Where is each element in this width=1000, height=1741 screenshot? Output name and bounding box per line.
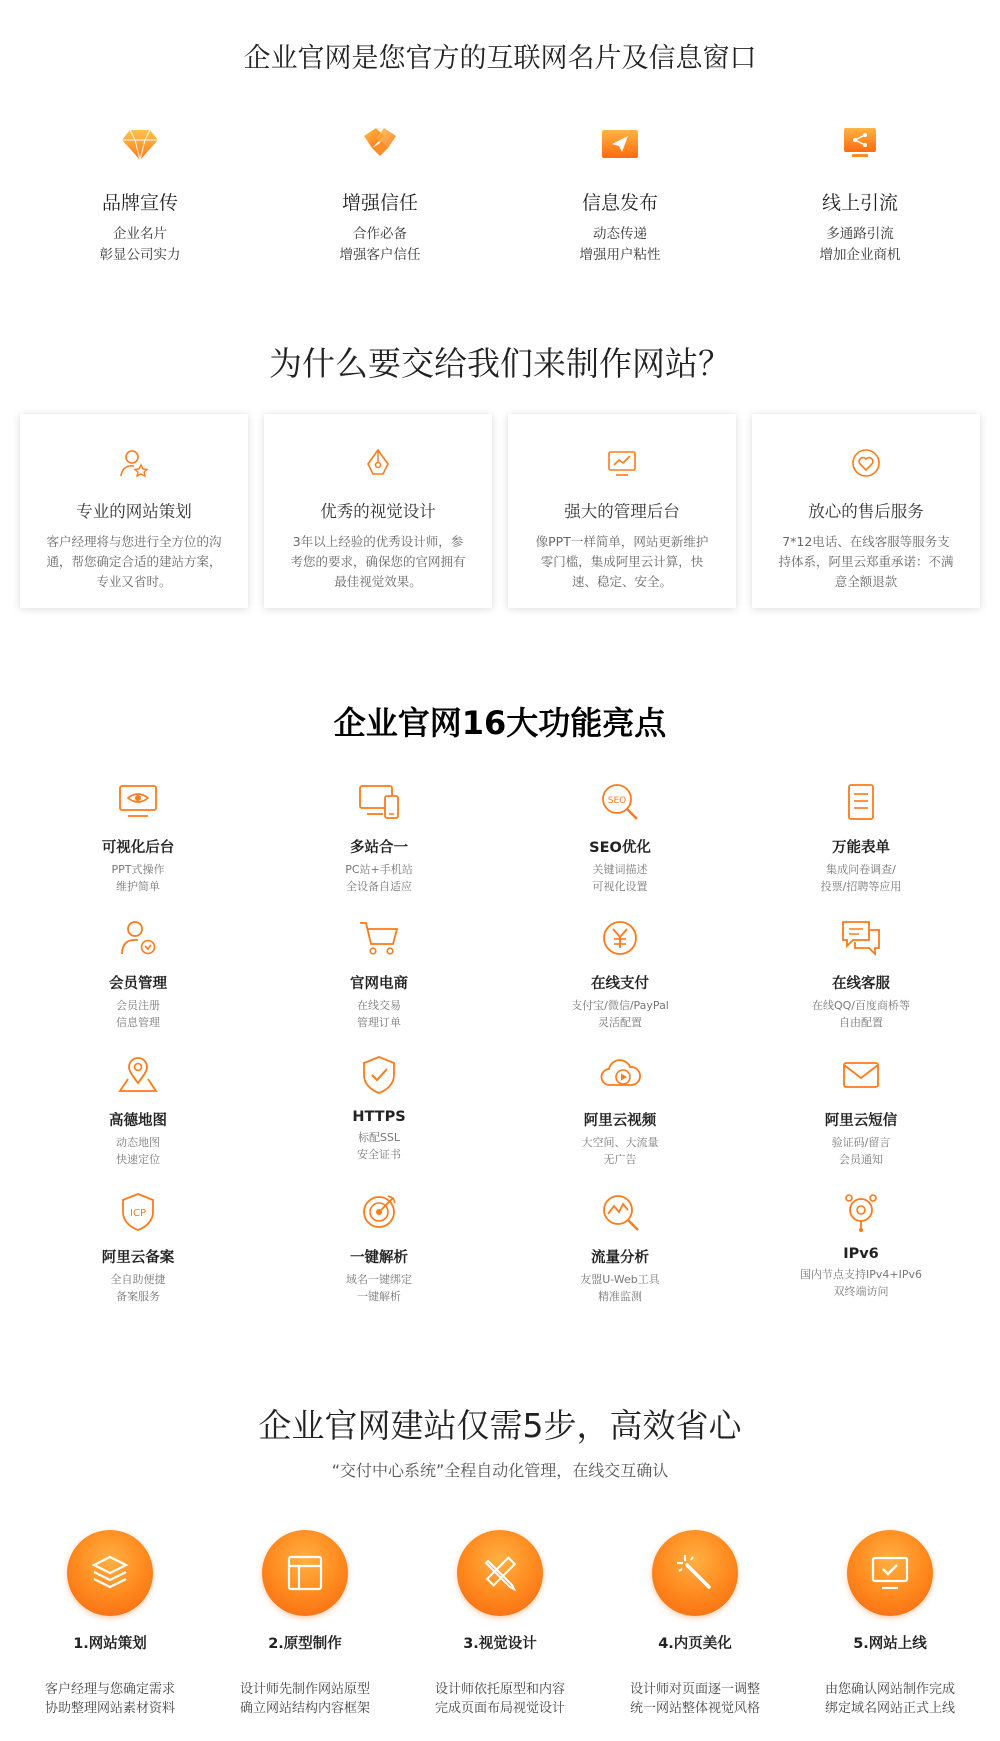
analytics-icon xyxy=(598,1190,642,1234)
feature-item xyxy=(520,1053,720,1168)
shield-check-icon xyxy=(357,1053,401,1097)
feature-desc: 友盟U-Web工具 xyxy=(580,1273,660,1286)
step-circle xyxy=(847,1530,933,1616)
step-item xyxy=(405,1530,595,1718)
step-circle xyxy=(652,1530,738,1616)
step-desc: 协助整理网站素材资料 xyxy=(44,1701,175,1716)
feature-item xyxy=(520,1190,720,1305)
benefit-item xyxy=(740,122,980,266)
feature-desc: 关键词描述 xyxy=(592,863,648,876)
benefits-section xyxy=(0,122,1000,282)
step-title: 2.原型制作 xyxy=(268,1636,342,1652)
feature-desc: 动态地图 xyxy=(116,1136,160,1149)
benefit-item xyxy=(500,122,740,266)
feature-desc: PPT式操作 xyxy=(111,863,165,876)
feature-desc: 标配SSL xyxy=(357,1131,401,1144)
svg-text:SEO: SEO xyxy=(607,796,627,806)
feature-desc: 一键解析 xyxy=(357,1290,401,1303)
step-item xyxy=(795,1530,985,1718)
step-desc: 设计师对页面逐一调整 xyxy=(629,1682,760,1697)
step-desc: 完成页面布局视觉设计 xyxy=(434,1701,565,1716)
benefit-title: 品牌宣传 xyxy=(101,192,178,214)
feature-title: HTTPS xyxy=(352,1109,406,1125)
cloud-video-icon xyxy=(598,1053,642,1097)
feature-item xyxy=(520,916,720,1031)
reason-card xyxy=(508,414,736,608)
chat-bubbles-icon xyxy=(839,916,883,960)
step-circle xyxy=(262,1530,348,1616)
feature-desc: 安全证书 xyxy=(357,1148,401,1161)
seo-search-icon xyxy=(598,780,642,824)
step-desc: 由您确认网站制作完成 xyxy=(824,1682,955,1697)
benefit-line: 彰显公司实力 xyxy=(99,247,181,263)
step-desc: 确立网站结构内容框架 xyxy=(239,1701,370,1716)
feature-title: 可视化后台 xyxy=(101,840,175,856)
feature-title: IPv6 xyxy=(843,1246,879,1262)
monitor-eye-icon xyxy=(116,780,160,824)
feature-item xyxy=(38,916,238,1031)
step-item xyxy=(15,1530,205,1718)
feature-title: 阿里云视频 xyxy=(583,1113,657,1129)
feature-desc: 国内节点支持IPv4+IPv6 xyxy=(800,1268,922,1281)
benefit-item xyxy=(20,122,260,266)
reason-title: 放心的售后服务 xyxy=(808,502,924,521)
feature-title: 官网电商 xyxy=(350,976,408,992)
reason-title: 专业的网站策划 xyxy=(76,502,192,521)
feature-desc: 全设备自适应 xyxy=(346,880,412,893)
step-title: 4.内页美化 xyxy=(658,1636,732,1652)
feature-title: 在线客服 xyxy=(832,976,890,992)
handshake-icon xyxy=(358,122,402,166)
reason-card xyxy=(20,414,248,608)
feature-desc: 全自助便捷 xyxy=(110,1273,166,1286)
feature-desc: 在线QQ/百度商桥等 xyxy=(811,999,911,1012)
feature-title: 阿里云备案 xyxy=(101,1250,175,1266)
benefit-line: 合作必备 xyxy=(353,226,407,242)
feature-desc: 投票/招聘等应用 xyxy=(820,880,902,893)
step-desc: 设计师先制作网站原型 xyxy=(239,1682,370,1697)
monitor-chart-icon xyxy=(605,446,639,480)
step-desc: 统一网站整体视觉风格 xyxy=(629,1701,760,1716)
user-star-icon xyxy=(117,446,151,480)
devices-icon xyxy=(357,780,401,824)
feature-title: SEO优化 xyxy=(589,840,651,856)
feature-item xyxy=(761,1190,961,1300)
reason-card xyxy=(752,414,980,608)
member-icon xyxy=(116,916,160,960)
step-title: 1.网站策划 xyxy=(73,1636,147,1652)
benefit-line: 企业名片 xyxy=(113,226,167,242)
network-icon xyxy=(839,1190,883,1234)
reason-title: 优秀的视觉设计 xyxy=(320,502,436,521)
feature-desc: 可视化设置 xyxy=(592,880,648,893)
feature-item xyxy=(279,1190,479,1305)
reason-desc: 7*12电话、在线客服等服务支持体系，阿里云郑重承诺：不满意全额退款 xyxy=(778,534,954,589)
cart-icon xyxy=(357,916,401,960)
feature-item xyxy=(520,780,720,895)
yen-coin-icon xyxy=(598,916,642,960)
feature-title: 流量分析 xyxy=(591,1250,649,1266)
feature-item xyxy=(279,1053,479,1163)
feature-item xyxy=(279,780,479,895)
feature-desc: 双终端访问 xyxy=(833,1285,889,1298)
feature-desc: 会员注册 xyxy=(116,999,160,1012)
envelope-icon xyxy=(839,1053,883,1097)
magic-wand-icon xyxy=(671,1549,719,1597)
benefit-title: 增强信任 xyxy=(341,192,418,214)
benefit-line: 增加企业商机 xyxy=(819,247,901,263)
feature-desc: 会员通知 xyxy=(839,1153,883,1166)
paper-plane-icon xyxy=(598,122,642,166)
feature-title: 会员管理 xyxy=(109,976,167,992)
layers-icon xyxy=(86,1549,134,1597)
feature-item xyxy=(38,1190,238,1305)
features-title: 企业官网16大功能亮点 xyxy=(333,704,667,742)
feature-item xyxy=(38,780,238,895)
feature-title: 万能表单 xyxy=(832,840,890,856)
feature-title: 一键解析 xyxy=(350,1250,408,1266)
pen-nib-icon xyxy=(361,446,395,480)
benefit-item xyxy=(260,122,500,266)
feature-desc: PC站+手机站 xyxy=(345,863,413,876)
step-desc: 客户经理与您确定需求 xyxy=(44,1682,175,1697)
feature-desc: 大空间、大流量 xyxy=(581,1136,659,1149)
form-icon xyxy=(839,780,883,824)
benefit-title: 信息发布 xyxy=(581,192,658,214)
step-desc: 设计师依托原型和内容 xyxy=(434,1682,565,1697)
steps-title: 企业官网建站仅需5步，高效省心 xyxy=(258,1406,742,1445)
feature-desc: 无广告 xyxy=(603,1153,637,1166)
reason-desc: 像PPT一样简单，网站更新维护零门槛，集成阿里云计算，快速、稳定、安全。 xyxy=(535,534,709,589)
step-circle xyxy=(457,1530,543,1616)
step-item xyxy=(210,1530,400,1718)
step-circle xyxy=(67,1530,153,1616)
feature-desc: 管理订单 xyxy=(357,1016,401,1029)
layout-icon xyxy=(281,1549,329,1597)
intro-title: 企业官网是您官方的互联网名片及信息窗口 xyxy=(243,43,757,74)
feature-desc: 在线交易 xyxy=(357,999,401,1012)
feature-desc: 验证码/留言 xyxy=(831,1136,891,1149)
feature-item xyxy=(761,1053,961,1168)
feature-item xyxy=(279,916,479,1031)
feature-title: 多站合一 xyxy=(350,840,408,856)
icp-badge-icon xyxy=(116,1190,160,1234)
step-item xyxy=(600,1530,790,1718)
steps-subtitle: “交付中心系统”全程自动化管理，在线交互确认 xyxy=(331,1461,669,1480)
feature-item xyxy=(761,916,961,1031)
feature-desc: 信息管理 xyxy=(116,1016,160,1029)
step-title: 5.网站上线 xyxy=(853,1636,927,1652)
benefit-line: 多通路引流 xyxy=(826,226,894,242)
feature-desc: 灵活配置 xyxy=(598,1016,642,1029)
feature-desc: 自由配置 xyxy=(839,1016,883,1029)
diamond-icon xyxy=(118,122,162,166)
reason-card xyxy=(264,414,492,608)
feature-desc: 集成问卷调查/ xyxy=(826,863,896,876)
feature-item xyxy=(38,1053,238,1168)
monitor-check-icon xyxy=(866,1549,914,1597)
feature-desc: 支付宝/微信/PayPal xyxy=(571,999,669,1012)
benefit-line: 动态传递 xyxy=(593,226,647,242)
target-icon xyxy=(357,1190,401,1234)
feature-desc: 维护简单 xyxy=(116,880,160,893)
reason-desc: 3年以上经验的优秀设计师，参考您的要求，确保您的官网拥有最佳视觉效果。 xyxy=(290,534,466,589)
feature-desc: 精准监测 xyxy=(598,1290,642,1303)
benefit-title: 线上引流 xyxy=(821,192,898,214)
feature-title: 高德地图 xyxy=(109,1113,167,1129)
step-desc: 绑定域名网站正式上线 xyxy=(824,1701,955,1716)
ruler-pencil-icon xyxy=(476,1549,524,1597)
feature-title: 阿里云短信 xyxy=(824,1113,898,1129)
why-title: 为什么要交给我们来制作网站？ xyxy=(269,344,731,383)
benefit-line: 增强客户信任 xyxy=(339,247,421,263)
feature-desc: 域名一键绑定 xyxy=(346,1273,412,1286)
svg-text:ICP: ICP xyxy=(130,1208,146,1219)
benefit-line: 增强用户粘性 xyxy=(579,247,661,263)
feature-item xyxy=(761,780,961,895)
reason-desc: 客户经理将与您进行全方位的沟通，帮您确定合适的建站方案，专业又省时。 xyxy=(46,534,222,589)
feature-title: 在线支付 xyxy=(591,976,649,992)
feature-desc: 备案服务 xyxy=(116,1290,160,1303)
feature-desc: 快速定位 xyxy=(116,1153,160,1166)
step-title: 3.视觉设计 xyxy=(463,1636,537,1652)
map-pin-icon xyxy=(116,1053,160,1097)
heart-circle-icon xyxy=(849,446,883,480)
reason-title: 强大的管理后台 xyxy=(564,502,680,521)
share-screen-icon xyxy=(838,122,882,166)
